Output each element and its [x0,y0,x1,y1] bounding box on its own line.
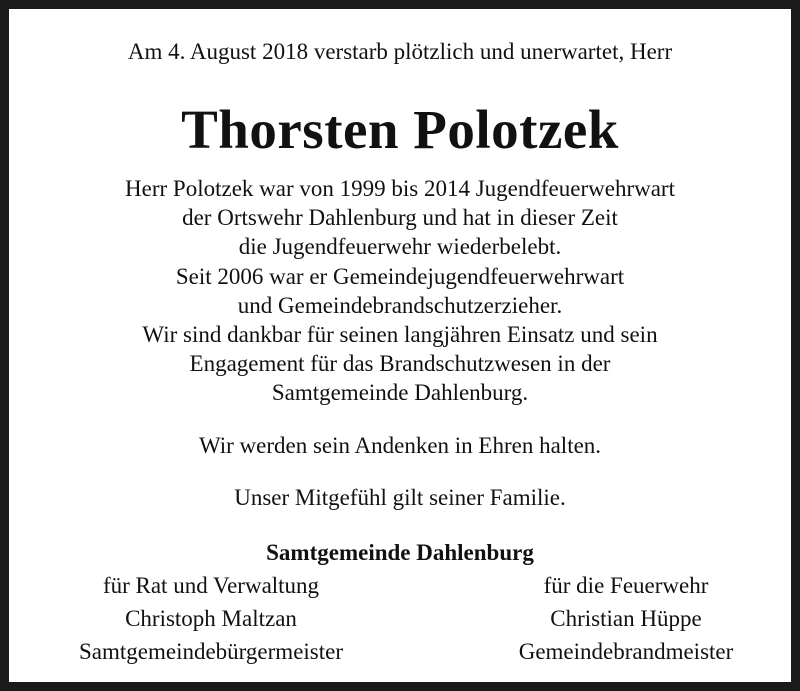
deceased-name: Thorsten Polotzek [181,99,619,160]
tribute-line: der Ortswehr Dahlenburg und hat in dieser Zeit [182,205,618,231]
tribute-text [9,174,791,408]
remembrance-line: Wir werden sein Andenken in Ehren halten. [198,433,602,458]
condolence-line: Unser Mitgefühl gilt seiner Familie. [234,485,566,510]
tribute-line: die Jugendfeuerwehr wiederbelebt. [238,234,562,260]
tribute-line: Herr Polotzek war von 1999 bis 2014 Jugendfeuerwehrwart [125,176,675,201]
signature-title: Samtgemeindebürgermeister [79,639,343,664]
tribute-line: Engagement für das Brandschutzwesen in der [189,351,611,377]
signature-name: Christian Hüppe [550,606,702,631]
signature-role: für die Feuerwehr [543,573,709,598]
signature-name: Christoph Maltzan [125,606,297,631]
signature-title: Gemeindebrandmeister [518,639,734,664]
organization-name: Samtgemeinde Dahlenburg [266,540,534,565]
signature-right [476,569,776,668]
tribute-line: Wir sind dankbar für seinen langjähren Einsatz und sein [142,322,658,348]
intro-line: Am 4. August 2018 verstarb plötzlich und unerwartet, Herr [127,39,673,64]
signature-left [31,569,391,668]
tribute-line: Seit 2006 war er Gemeindejugendfeuerwehrwart [175,263,625,289]
tribute-line: und Gemeindebrandschutzerzieher. [237,292,563,318]
tribute-line: Samtgemeinde Dahlenburg. [271,380,529,406]
signature-role: für Rat und Verwaltung [102,573,320,598]
